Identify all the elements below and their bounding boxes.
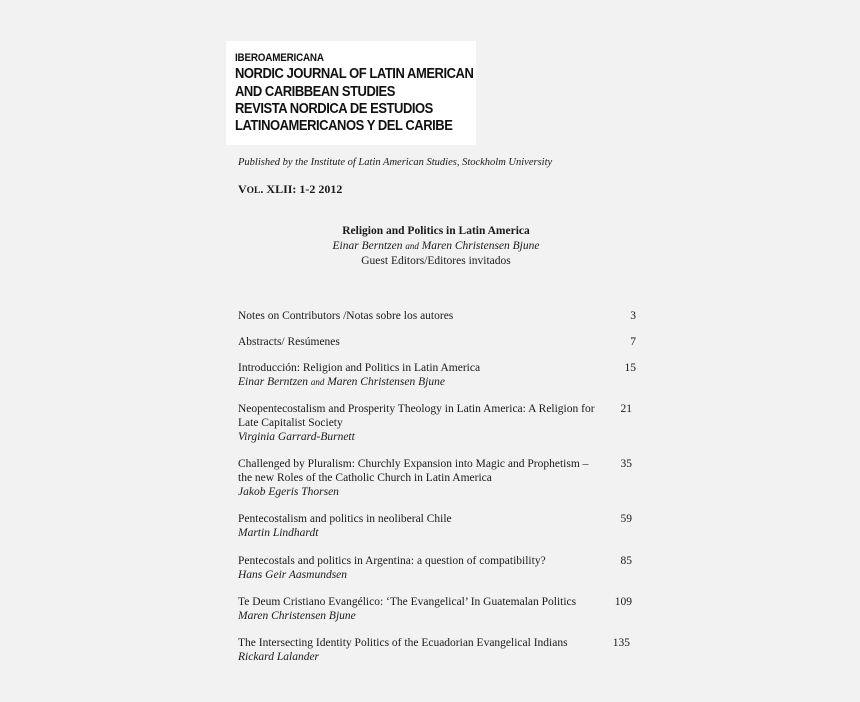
toc-page: 35	[620, 458, 632, 470]
toc-title: Introducción: Religion and Politics in Latin America	[238, 362, 481, 374]
toc-page: 135	[612, 637, 630, 649]
toc-title: Abstracts/ Resúmenes	[238, 336, 340, 348]
volume-smallcaps: OL	[246, 186, 261, 196]
toc-entry[interactable]	[238, 554, 638, 582]
toc-page: 7	[630, 336, 636, 348]
toc-author: Hans Geir Aasmundsen	[238, 569, 348, 581]
toc-entry[interactable]	[238, 595, 638, 623]
masthead-line-5: LATINOAMERICANOS Y DEL CARIBE	[235, 118, 453, 134]
toc-page: 3	[630, 310, 636, 322]
toc-author-1: Einar Berntzen	[238, 376, 308, 388]
toc-title: Pentecostalism and politics in neoliberal Chile	[238, 513, 452, 525]
toc-page: 85	[620, 555, 632, 567]
toc-page: 109	[614, 596, 632, 608]
volume-cap: V	[238, 182, 247, 196]
masthead-line-1: IBEROAMERICANA	[235, 52, 324, 64]
toc-author-and: and	[310, 377, 325, 387]
toc-entry[interactable]	[238, 402, 638, 444]
issue-role: Guest Editors/Editores invitados	[361, 255, 511, 267]
publisher-line: Published by the Institute of Latin American Studies, Stockholm University	[238, 157, 553, 168]
editor-and: and	[405, 241, 419, 251]
toc-entry[interactable]	[238, 636, 638, 664]
masthead-line-4: REVISTA NORDICA DE ESTUDIOS	[235, 101, 433, 117]
editor-2: Maren Christensen Bjune	[421, 240, 540, 252]
toc-page: 15	[624, 362, 636, 374]
volume-line	[238, 182, 342, 197]
masthead-line-2: NORDIC JOURNAL OF LATIN AMERICAN	[235, 66, 474, 82]
volume-rest: . XLII: 1-2 2012	[260, 182, 343, 196]
toc-entry[interactable]	[238, 361, 638, 389]
toc-author: Martin Lindhardt	[238, 527, 319, 539]
issue-title: Religion and Politics in Latin America	[342, 225, 530, 237]
toc-author	[238, 375, 638, 389]
toc-entry[interactable]	[238, 512, 638, 540]
toc-page: 21	[620, 403, 632, 415]
toc-entry[interactable]	[238, 457, 638, 499]
editor-1: Einar Berntzen	[332, 240, 403, 252]
toc-author: Jakob Egeris Thorsen	[238, 486, 339, 498]
issue-header	[236, 224, 636, 269]
toc-entry[interactable]	[238, 309, 638, 323]
toc-title: Pentecostals and politics in Argentina: a question of compatibility?	[238, 555, 546, 567]
journal-masthead	[226, 41, 476, 145]
toc-page: 59	[620, 513, 632, 525]
toc-title: Notes on Contributors /Notas sobre los autores	[238, 310, 454, 322]
toc-title: Challenged by Pluralism: Churchly Expansion into Magic and Prophetism – the new Roles of the Catholic Church in Latin America	[238, 458, 589, 484]
toc-title: Neopentecostalism and Prosperity Theology in Latin America: A Religion for Late Capitalist Society	[238, 403, 595, 429]
toc-author: Rickard Lalander	[238, 651, 320, 663]
masthead-line-3: AND CARIBBEAN STUDIES	[235, 84, 395, 100]
toc-author-2: Maren Christensen Bjune	[327, 376, 445, 388]
toc-author: Maren Christensen Bjune	[238, 610, 356, 622]
toc-entry[interactable]	[238, 335, 638, 349]
issue-editors	[236, 239, 636, 254]
toc-author: Virginia Garrard-Burnett	[238, 431, 355, 443]
toc-title: The Intersecting Identity Politics of the Ecuadorian Evangelical Indians	[238, 637, 568, 649]
toc-title: Te Deum Cristiano Evangélico: ‘The Evangelical’ In Guatemalan Politics	[238, 596, 577, 608]
